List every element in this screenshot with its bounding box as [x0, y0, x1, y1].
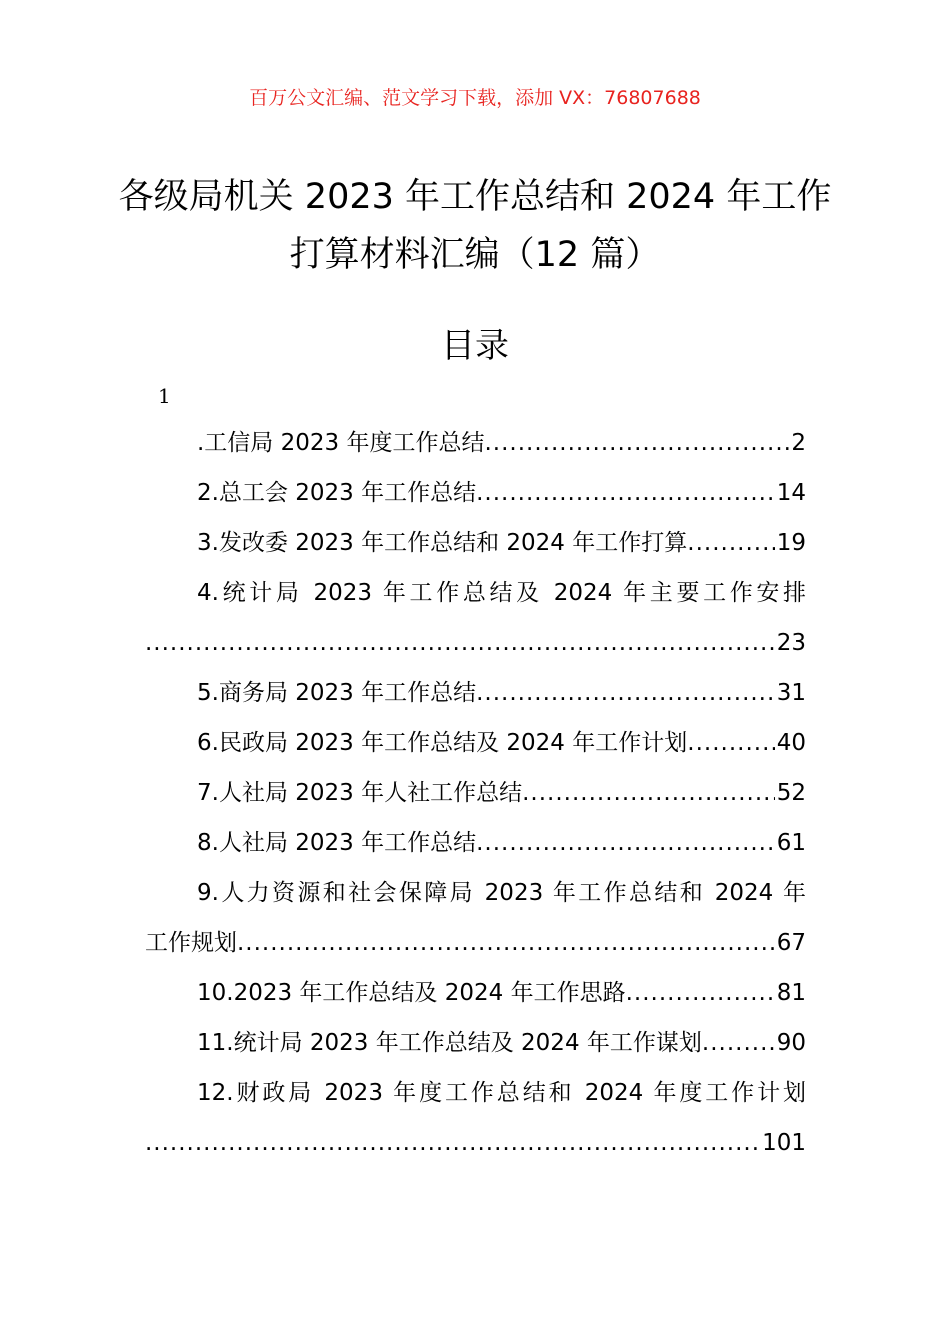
- toc-heading: 目录: [441, 326, 509, 366]
- title-line-2: 打算材料汇编（12 篇）: [289, 235, 661, 275]
- toc-leader-dots: [702, 1018, 775, 1068]
- toc-entry-page: 81: [776, 980, 806, 1006]
- toc-entry-6[interactable]: [145, 718, 806, 768]
- toc-entry-title: 2.总工会 2023 年工作总结: [197, 480, 477, 506]
- toc-entry-page: 19: [776, 530, 806, 556]
- toc-leader-dots: [476, 668, 775, 718]
- page-number-marker: 1: [158, 384, 171, 408]
- toc-entry-title: 5.商务局 2023 年工作总结: [197, 680, 477, 706]
- toc-entry-page: 61: [776, 830, 806, 856]
- toc-entry-4[interactable]: [145, 568, 806, 668]
- toc-leader-dots: [687, 718, 774, 768]
- toc-entry-title: 7.人社局 2023 年人社工作总结: [197, 780, 523, 806]
- toc-leader-dots: [484, 418, 789, 468]
- toc-entry-page: 90: [776, 1030, 806, 1056]
- toc-entry-1[interactable]: [145, 418, 806, 468]
- toc-entry-title: 9.人力资源和社会保障局 2023 年工作总结和 2024 年: [197, 880, 806, 906]
- toc-entry-title: 4.统计局 2023 年工作总结及 2024 年主要工作安排: [197, 580, 806, 606]
- toc-leader-dots: [476, 818, 775, 868]
- toc-entry-2[interactable]: [145, 468, 806, 518]
- toc-leader-dots: [687, 518, 774, 568]
- toc-entry-page: 67: [776, 930, 806, 956]
- toc-entry-title: 6.民政局 2023 年工作总结及 2024 年工作计划: [197, 730, 688, 756]
- toc-leader-dots: [237, 918, 775, 968]
- toc-leader-dots: [145, 618, 775, 668]
- document-title: [100, 168, 850, 284]
- toc-entry-title: 11.统计局 2023 年工作总结及 2024 年工作谋划: [197, 1030, 702, 1056]
- toc-entry-title: 12.财政局 2023 年度工作总结和 2024 年度工作计划: [197, 1080, 806, 1106]
- toc-entry-page: 40: [776, 730, 806, 756]
- toc-entry-title: 3.发改委 2023 年工作总结和 2024 年工作打算: [197, 530, 688, 556]
- title-line-1: 各级局机关 2023 年工作总结和 2024 年工作: [118, 177, 832, 217]
- toc-entry-page: 14: [776, 480, 806, 506]
- watermark-banner: 百万公文汇编、范文学习下载，添加 VX：76807688: [249, 87, 701, 109]
- toc-entry-7[interactable]: [145, 768, 806, 818]
- toc-entry-page: 2: [791, 430, 806, 456]
- toc-entry-title-continued: 工作规划: [145, 930, 237, 956]
- toc-entry-11[interactable]: [145, 1018, 806, 1068]
- toc-leader-dots: [626, 968, 775, 1018]
- toc-entry-page: 101: [762, 1130, 806, 1156]
- toc-entry-9[interactable]: [145, 868, 806, 968]
- toc-entry-8[interactable]: [145, 818, 806, 868]
- toc-entry-5[interactable]: [145, 668, 806, 718]
- toc-entry-title: .工信局 2023 年度工作总结: [197, 430, 485, 456]
- toc-leader-dots: [145, 1118, 760, 1168]
- toc-entry-12[interactable]: [145, 1068, 806, 1168]
- toc-leader-dots: [476, 468, 775, 518]
- toc-leader-dots: [522, 768, 775, 818]
- toc-entry-page: 52: [776, 780, 806, 806]
- toc-entry-page: 31: [776, 680, 806, 706]
- toc-entry-title: 8.人社局 2023 年工作总结: [197, 830, 477, 856]
- toc-entry-title: 10.2023 年工作总结及 2024 年工作思路: [197, 980, 626, 1006]
- table-of-contents: [145, 418, 806, 1168]
- toc-entry-page: 23: [776, 630, 806, 656]
- toc-entry-10[interactable]: [145, 968, 806, 1018]
- toc-entry-3[interactable]: [145, 518, 806, 568]
